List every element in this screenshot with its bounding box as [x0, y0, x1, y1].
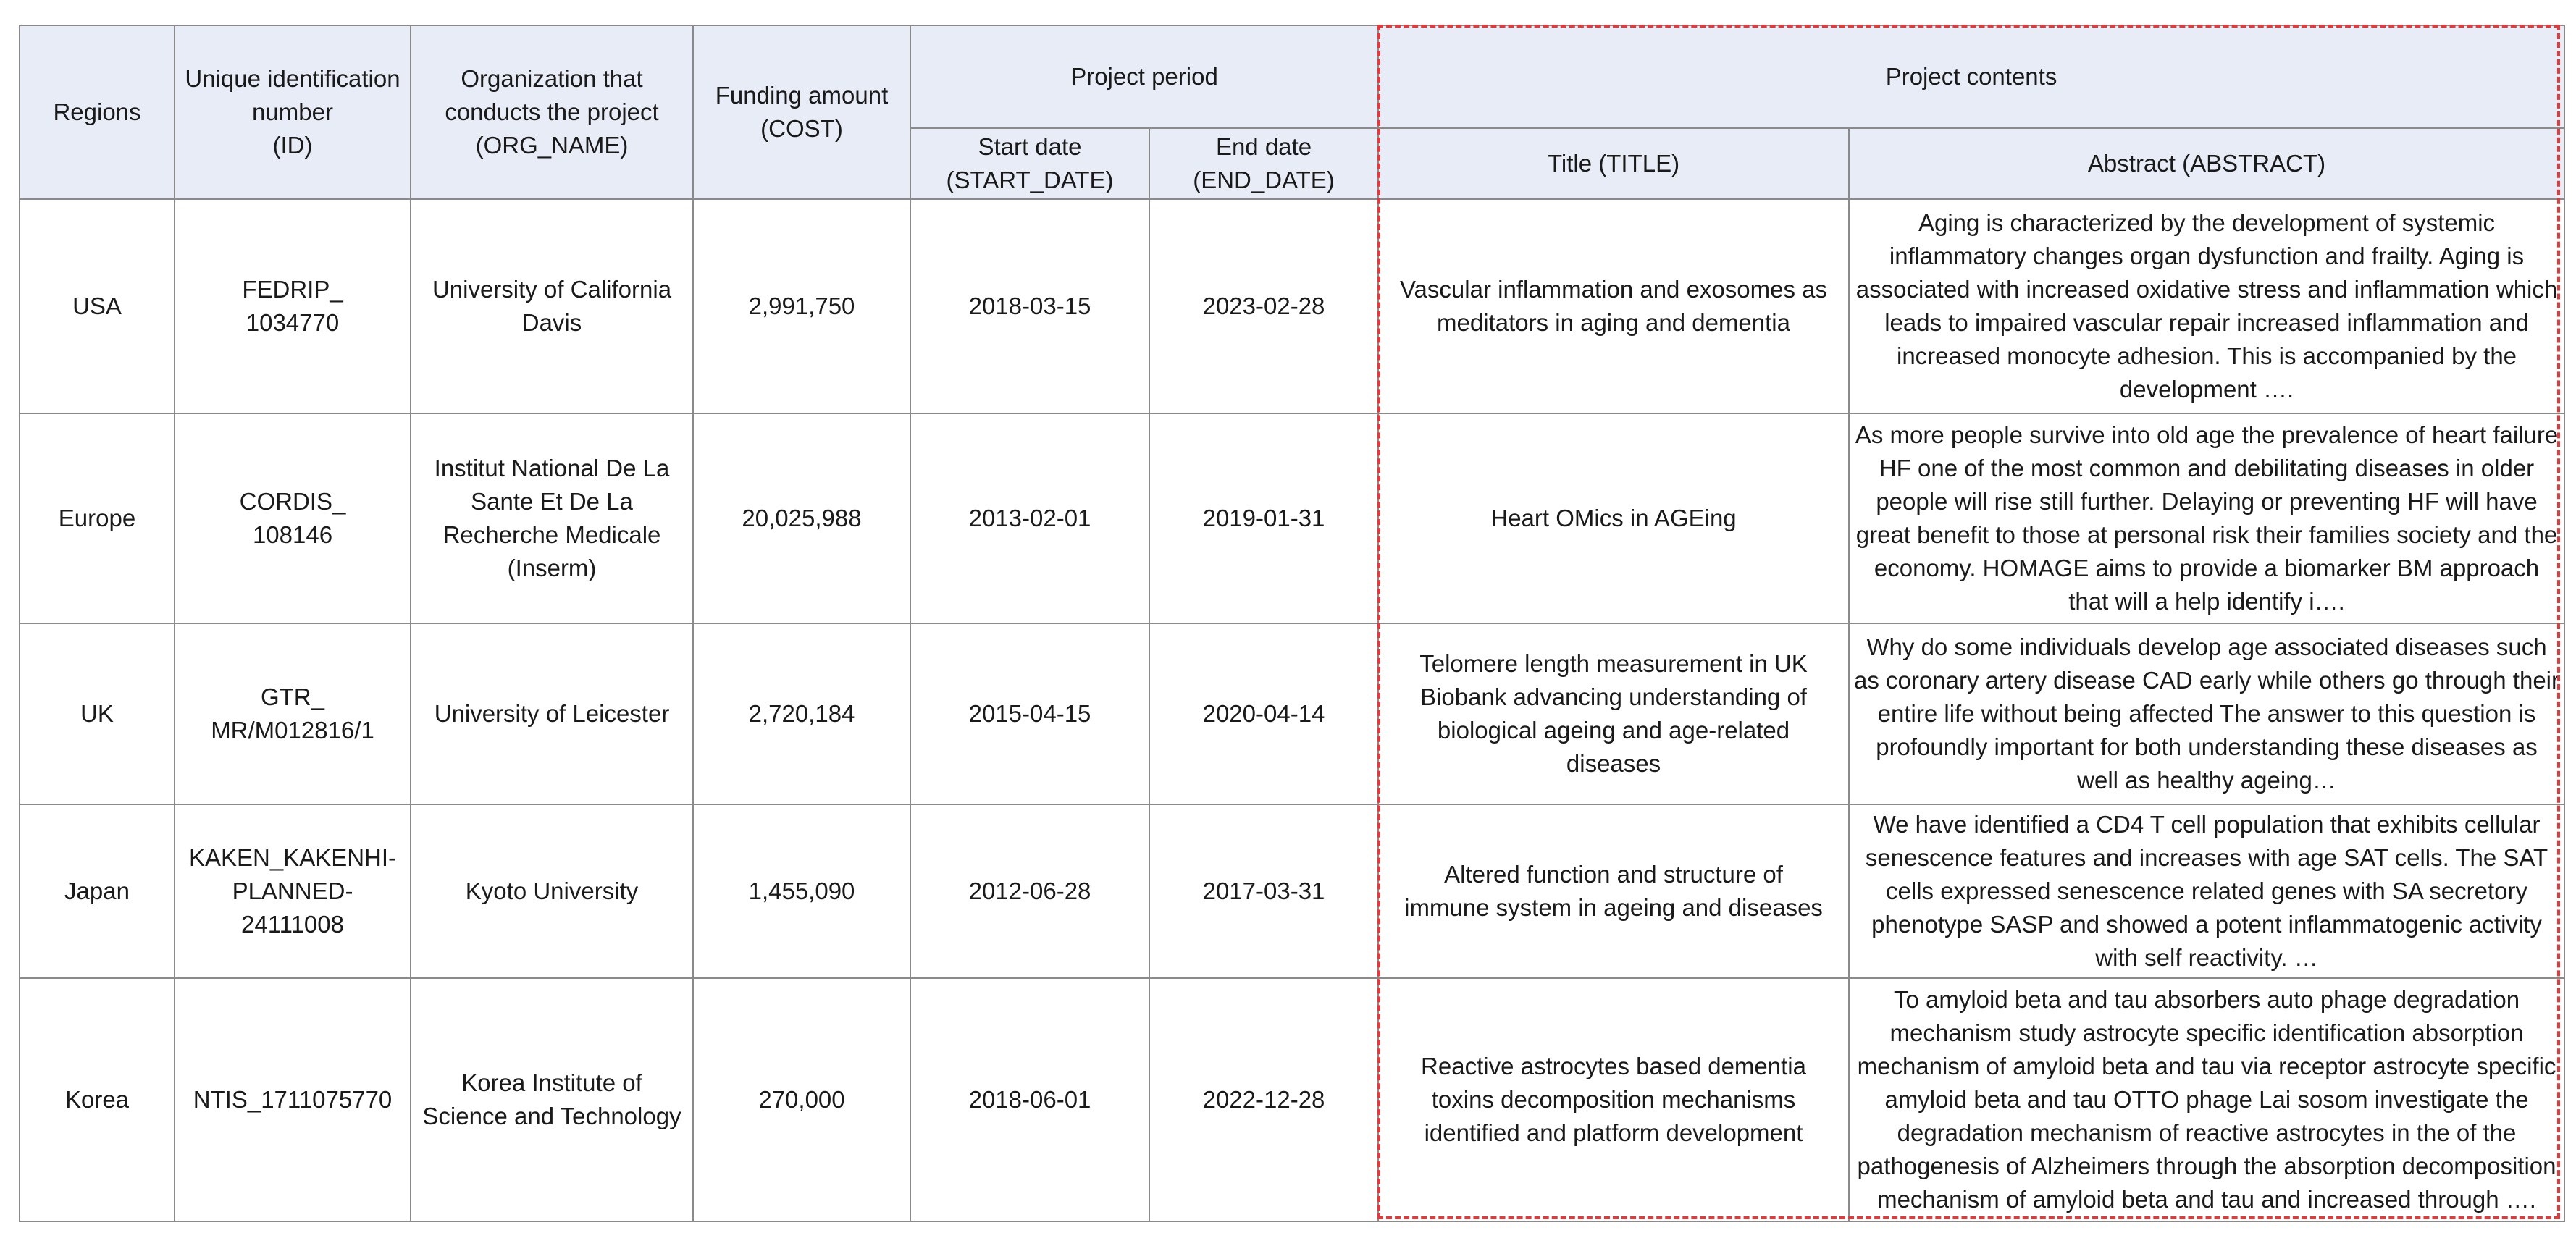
- org-line: Recherche Medicale: [442, 521, 661, 548]
- id-line: 24111008: [241, 911, 344, 938]
- header-org: [411, 25, 693, 199]
- title-line: Altered function and structure of: [1444, 861, 1783, 888]
- header-org-line3: (ORG_NAME): [475, 132, 629, 159]
- abstract-cell: As more people survive into old age the prevalence of heart failure HF one of the most common and debilitating diseases in older people will rise still further. Delaying or preventing HF will have great benefit to those at personal risk their families society and the economy. HOMAGE aims to provide a biomarker BM approach that will a help identify i….: [1849, 413, 2564, 623]
- header-start-line1: Start date: [978, 133, 1082, 160]
- header-org-line2: conducts the project: [445, 98, 659, 125]
- id-cell: [175, 623, 411, 804]
- org-cell: [411, 804, 693, 978]
- org-cell: [411, 623, 693, 804]
- title-line: identified and platform development: [1424, 1119, 1803, 1146]
- header-regions: [20, 25, 175, 199]
- org-line: Sante Et De La: [471, 488, 633, 515]
- title-line: Vascular inflammation and exosomes as: [1400, 276, 1828, 303]
- id-line: FEDRIP_: [242, 276, 343, 303]
- start-date-cell: 2015-04-15: [910, 623, 1149, 804]
- header-start-line2: (START_DATE): [946, 167, 1114, 193]
- header-title-text: Title (TITLE): [1547, 150, 1680, 177]
- table-row: [20, 623, 2564, 804]
- title-line: meditators in aging and dementia: [1437, 309, 1790, 336]
- header-period-text: Project period: [1070, 63, 1218, 90]
- end-date-cell: 2020-04-14: [1149, 623, 1378, 804]
- header-cost-line2: (COST): [760, 115, 843, 142]
- header-id: [175, 25, 411, 199]
- org-cell: [411, 413, 693, 623]
- table-row: [20, 804, 2564, 978]
- start-date-cell: 2013-02-01: [910, 413, 1149, 623]
- region-cell: USA: [20, 199, 175, 413]
- header-contents: [1378, 25, 2564, 128]
- abstract-cell: We have identified a CD4 T cell population that exhibits cellular senescence features and increases with age SAT cells. The SAT cells expressed senescence related genes with SA secretory phenotype SASP and showed a potent inflammatogenic activity with self reactivity. …: [1849, 804, 2564, 978]
- cost-cell: 2,991,750: [693, 199, 910, 413]
- id-line: GTR_: [260, 683, 324, 710]
- end-date-cell: 2023-02-28: [1149, 199, 1378, 413]
- id-cell: [175, 804, 411, 978]
- header-end-date: [1149, 128, 1378, 199]
- title-cell: [1378, 623, 1849, 804]
- org-line: Kyoto University: [465, 877, 639, 904]
- header-org-line1: Organization that: [461, 65, 643, 92]
- start-date-cell: 2018-03-15: [910, 199, 1149, 413]
- id-line: KAKEN_KAKENHI-: [188, 844, 397, 871]
- id-line: CORDIS_: [239, 488, 346, 515]
- id-cell: [175, 413, 411, 623]
- region-cell: Japan: [20, 804, 175, 978]
- table-row: [20, 978, 2564, 1221]
- region-cell: Korea: [20, 978, 175, 1221]
- region-cell: UK: [20, 623, 175, 804]
- title-line: toxins decomposition mechanisms: [1431, 1086, 1796, 1113]
- header-start-date: [910, 128, 1149, 199]
- grants-table-container: [19, 25, 2564, 1222]
- cost-cell: 2,720,184: [693, 623, 910, 804]
- header-end-line2: (END_DATE): [1193, 167, 1335, 193]
- region-cell: Europe: [20, 413, 175, 623]
- header-title: [1378, 128, 1849, 199]
- title-cell: [1378, 978, 1849, 1221]
- title-line: biological ageing and age-related: [1437, 717, 1790, 744]
- header-end-line1: End date: [1215, 133, 1312, 160]
- header-cost-line1: Funding amount: [715, 82, 889, 109]
- title-line: Telomere length measurement in UK: [1419, 650, 1808, 677]
- end-date-cell: 2019-01-31: [1149, 413, 1378, 623]
- header-row-1: [20, 25, 2564, 128]
- org-line: Davis: [521, 309, 582, 336]
- end-date-cell: 2017-03-31: [1149, 804, 1378, 978]
- id-line: 108146: [252, 521, 333, 548]
- header-regions-text: Regions: [53, 98, 141, 125]
- org-line: Science and Technology: [422, 1103, 681, 1129]
- abstract-cell: To amyloid beta and tau absorbers auto phage degradation mechanism study astrocyte specific identification absorption mechanism of amyloid beta and tau via receptor astrocyte specific amyloid beta and tau OTTO phage Lai sosom investigate the degradation mechanism of reactive astrocytes in the of the pathogenesis of Alzheimers through the absorption decomposition mechanism of amyloid beta and tau and increased through ….: [1849, 978, 2564, 1221]
- title-line: diseases: [1566, 750, 1661, 777]
- org-line: (Inserm): [507, 555, 597, 581]
- start-date-cell: 2012-06-28: [910, 804, 1149, 978]
- table-row: [20, 413, 2564, 623]
- cost-cell: 270,000: [693, 978, 910, 1221]
- header-id-line2: number: [252, 98, 333, 125]
- start-date-cell: 2018-06-01: [910, 978, 1149, 1221]
- end-date-cell: 2022-12-28: [1149, 978, 1378, 1221]
- id-line: 1034770: [246, 309, 340, 336]
- grants-table: [19, 25, 2565, 1222]
- header-cost: [693, 25, 910, 199]
- table-row: [20, 199, 2564, 413]
- org-cell: [411, 199, 693, 413]
- id-line: MR/M012816/1: [211, 717, 374, 744]
- abstract-cell: Why do some individuals develop age associated diseases such as coronary artery disease CAD early while others go through their entire life without being affected The answer to this question is profoundly important for both understanding these diseases as well as healthy ageing…: [1849, 623, 2564, 804]
- header-period: [910, 25, 1378, 128]
- org-line: Korea Institute of: [461, 1069, 642, 1096]
- org-line: University of California: [432, 276, 672, 303]
- title-cell: [1378, 413, 1849, 623]
- title-cell: [1378, 804, 1849, 978]
- title-line: Biobank advancing understanding of: [1420, 683, 1807, 710]
- cost-cell: 1,455,090: [693, 804, 910, 978]
- header-id-line1: Unique identification: [185, 65, 400, 92]
- id-line: NTIS_1711075770: [193, 1086, 393, 1113]
- cost-cell: 20,025,988: [693, 413, 910, 623]
- org-line: Institut National De La: [434, 455, 670, 481]
- org-cell: [411, 978, 693, 1221]
- org-line: University of Leicester: [434, 700, 670, 727]
- abstract-cell: Aging is characterized by the development of systemic inflammatory changes organ dysfunction and frailty. Aging is associated with increased oxidative stress and inflammation which leads to impaired vascular repair increased inflammation and increased monocyte adhesion. This is accompanied by the development ….: [1849, 199, 2564, 413]
- title-line: immune system in ageing and diseases: [1404, 894, 1823, 921]
- id-line: PLANNED-: [232, 877, 353, 904]
- title-line: Heart OMics in AGEing: [1490, 505, 1737, 531]
- header-abstract: [1849, 128, 2564, 199]
- title-cell: [1378, 199, 1849, 413]
- header-contents-text: Project contents: [1885, 63, 2057, 90]
- header-id-line3: (ID): [272, 132, 313, 159]
- id-cell: [175, 978, 411, 1221]
- header-abstract-text: Abstract (ABSTRACT): [2087, 150, 2326, 177]
- title-line: Reactive astrocytes based dementia: [1421, 1053, 1806, 1079]
- id-cell: [175, 199, 411, 413]
